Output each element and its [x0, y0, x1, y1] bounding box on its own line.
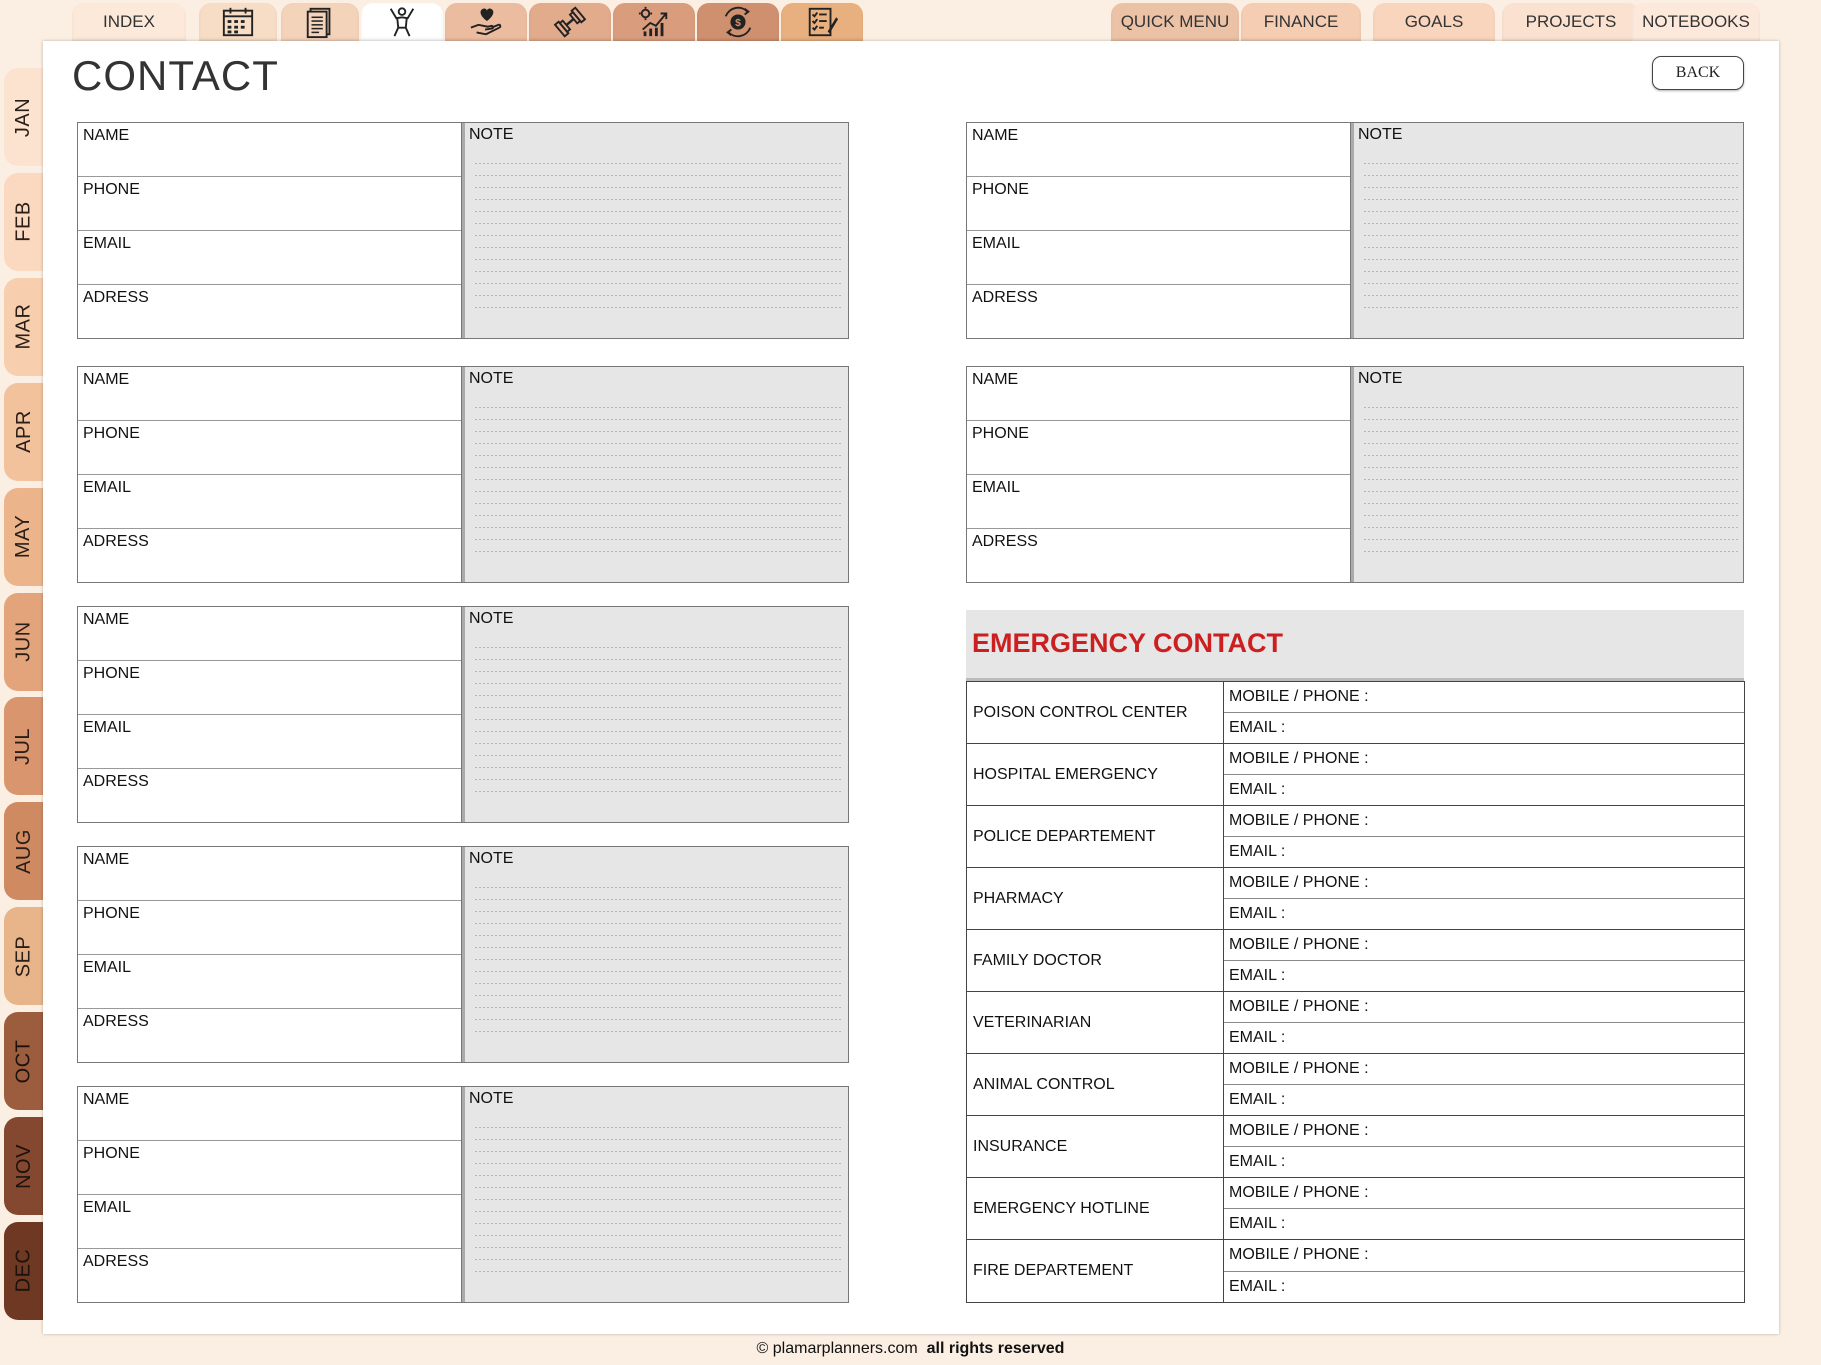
emergency-row-cells [1224, 992, 1744, 1053]
contact-note-field[interactable] [1351, 367, 1743, 582]
emergency-email-field[interactable]: EMAIL : [1229, 905, 1286, 922]
emergency-email-field[interactable]: EMAIL : [1229, 843, 1286, 860]
footer-site: © plamarplanners.com [756, 1340, 918, 1357]
contact-name-field[interactable]: NAME [78, 847, 461, 901]
contact-card [77, 366, 849, 583]
month-tab-apr[interactable] [4, 383, 44, 481]
tab-fitness[interactable] [361, 3, 443, 41]
month-tab-jun[interactable] [4, 593, 44, 691]
emergency-row-cells [1224, 930, 1744, 991]
emergency-row-cells [1224, 1116, 1744, 1177]
contact-note-field[interactable] [462, 123, 848, 338]
contact-card [77, 846, 849, 1063]
emergency-phone-field[interactable]: MOBILE / PHONE : [1224, 682, 1744, 713]
emergency-row-name: PHARMACY [967, 868, 1224, 929]
contact-address-field[interactable]: ADRESS [83, 773, 149, 790]
emergency-row-name: EMERGENCY HOTLINE [967, 1178, 1224, 1239]
emergency-row-cells [1224, 744, 1744, 805]
contact-name-field[interactable]: NAME [967, 367, 1350, 421]
emergency-email-field[interactable]: EMAIL : [1229, 1153, 1286, 1170]
growth-chart-icon [635, 5, 673, 39]
contact-phone-field[interactable]: PHONE [967, 421, 1350, 475]
emergency-row-name: VETERINARIAN [967, 992, 1224, 1053]
contact-name-field[interactable]: NAME [78, 1087, 461, 1141]
dumbbell-icon [551, 5, 589, 39]
note-dotted-lines [475, 1116, 843, 1282]
month-tab-label: DEC [12, 1249, 35, 1293]
note-dotted-lines [475, 876, 843, 1042]
emergency-phone-field[interactable]: MOBILE / PHONE : [1224, 806, 1744, 837]
emergency-row-cells [1224, 1240, 1744, 1302]
tab-workout[interactable] [529, 3, 611, 41]
emergency-email-field[interactable]: EMAIL : [1229, 1277, 1286, 1295]
contact-phone-field[interactable]: PHONE [78, 421, 461, 475]
emergency-row-name: POLICE DEPARTEMENT [967, 806, 1224, 867]
emergency-phone-field[interactable]: MOBILE / PHONE : [1224, 1054, 1744, 1085]
heart-hand-icon [467, 5, 505, 39]
month-tab-label: MAR [12, 303, 35, 350]
contact-fields [78, 607, 462, 822]
contact-phone-field[interactable]: PHONE [78, 1141, 461, 1195]
note-dotted-lines [1364, 396, 1738, 562]
contact-note-field[interactable] [462, 847, 848, 1062]
emergency-row [967, 930, 1744, 992]
contact-address-field[interactable]: ADRESS [83, 289, 149, 306]
contact-card [966, 122, 1744, 339]
emergency-row [967, 1054, 1744, 1116]
footer [0, 1340, 1821, 1358]
emergency-email-field[interactable]: EMAIL : [1229, 719, 1286, 736]
month-tab-label: SEP [12, 935, 35, 977]
emergency-row [967, 992, 1744, 1054]
contact-email-field[interactable]: EMAIL [78, 955, 461, 1009]
tab-growth[interactable] [613, 3, 695, 41]
month-tab-label: JUN [12, 621, 35, 662]
emergency-row-name: INSURANCE [967, 1116, 1224, 1177]
contact-note-field[interactable] [1351, 123, 1743, 338]
contact-phone-field[interactable]: PHONE [78, 177, 461, 231]
emergency-row-cells [1224, 868, 1744, 929]
emergency-row [967, 1240, 1744, 1302]
contact-note-field[interactable] [462, 367, 848, 582]
note-dotted-lines [1364, 152, 1738, 318]
note-label: NOTE [469, 1090, 514, 1107]
calendar-icon [219, 5, 257, 39]
contact-email-field[interactable]: EMAIL [967, 475, 1350, 529]
tab-checklist[interactable] [781, 3, 863, 41]
emergency-phone-field[interactable]: MOBILE / PHONE : [1224, 1240, 1744, 1272]
month-tab-aug[interactable] [4, 802, 44, 900]
contact-phone-field[interactable]: PHONE [78, 661, 461, 715]
emergency-row-name: ANIMAL CONTROL [967, 1054, 1224, 1115]
contact-fields [78, 123, 462, 338]
month-tab-nov[interactable] [4, 1117, 44, 1215]
contact-card [966, 366, 1744, 583]
month-tab-jan[interactable] [4, 68, 44, 166]
month-tab-label: AUG [12, 828, 35, 874]
month-tab-dec[interactable] [4, 1222, 44, 1320]
checklist-note-icon [803, 5, 841, 39]
contact-address-field[interactable]: ADRESS [83, 1253, 149, 1270]
emergency-email-field[interactable]: EMAIL : [1229, 967, 1286, 984]
emergency-phone-field[interactable]: MOBILE / PHONE : [1224, 744, 1744, 775]
contact-fields [78, 847, 462, 1062]
footer-rights: all rights reserved [926, 1340, 1065, 1357]
emergency-table [966, 681, 1745, 1303]
contact-address-field[interactable]: ADRESS [972, 289, 1038, 306]
emergency-row [967, 868, 1744, 930]
emergency-email-field[interactable]: EMAIL : [1229, 1091, 1286, 1108]
page-title: CONTACT [72, 52, 279, 99]
month-tab-label: JUL [12, 727, 35, 765]
emergency-phone-field[interactable]: MOBILE / PHONE : [1224, 868, 1744, 899]
tab-goals[interactable] [1373, 3, 1495, 41]
contact-email-field[interactable]: EMAIL [78, 475, 461, 529]
emergency-phone-field[interactable]: MOBILE / PHONE : [1224, 930, 1744, 961]
svg-text:$: $ [735, 17, 741, 29]
month-tab-label: NOV [12, 1143, 35, 1189]
note-label: NOTE [1358, 126, 1403, 143]
back-button[interactable]: BACK [1652, 56, 1744, 90]
note-label: NOTE [469, 370, 514, 387]
contact-name-field[interactable]: NAME [78, 607, 461, 661]
tab-quick-menu[interactable] [1111, 3, 1239, 41]
tab-finance-label: FINANCE [1263, 12, 1339, 31]
contact-fields [967, 367, 1351, 582]
contact-fields [967, 123, 1351, 338]
contact-note-field[interactable] [462, 607, 848, 822]
emergency-row-cells [1224, 1178, 1744, 1239]
month-tab-label: FEB [12, 201, 35, 243]
emergency-phone-field[interactable]: MOBILE / PHONE : [1224, 1178, 1744, 1209]
contact-fields [78, 367, 462, 582]
contact-name-field[interactable]: NAME [78, 123, 461, 177]
person-fitness-icon [383, 5, 421, 39]
contact-address-field[interactable]: ADRESS [83, 533, 149, 550]
month-tab-feb[interactable] [4, 173, 44, 271]
tab-finance[interactable] [1241, 3, 1361, 41]
money-cycle-icon [719, 5, 757, 39]
note-dotted-lines [475, 152, 843, 318]
emergency-row-name: POISON CONTROL CENTER [967, 682, 1224, 743]
contact-phone-field[interactable]: PHONE [78, 901, 461, 955]
emergency-row [967, 1178, 1744, 1240]
emergency-row [967, 744, 1744, 806]
contact-card [77, 606, 849, 823]
contact-address-field[interactable]: ADRESS [972, 533, 1038, 550]
month-tab-label: JAN [12, 97, 35, 137]
tab-finance-icon[interactable] [697, 3, 779, 41]
note-label: NOTE [469, 610, 514, 627]
contact-card [77, 122, 849, 339]
note-dotted-lines [475, 396, 843, 562]
emergency-row-name: HOSPITAL EMERGENCY [967, 744, 1224, 805]
emergency-phone-field[interactable]: MOBILE / PHONE : [1224, 992, 1744, 1023]
tab-calendar[interactable] [199, 3, 277, 41]
emergency-title: EMERGENCY CONTACT [972, 628, 1284, 658]
emergency-row [967, 806, 1744, 868]
contact-email-field[interactable]: EMAIL [78, 715, 461, 769]
emergency-phone-field[interactable]: MOBILE / PHONE : [1224, 1116, 1744, 1147]
tab-goals-label: GOALS [1404, 12, 1464, 31]
month-tab-oct[interactable] [4, 1012, 44, 1110]
contact-fields [78, 1087, 462, 1302]
tab-notebooks[interactable] [1632, 3, 1760, 41]
contact-name-field[interactable]: NAME [967, 123, 1350, 177]
emergency-header [966, 610, 1744, 681]
contact-email-field[interactable]: EMAIL [967, 231, 1350, 285]
emergency-row-name: FIRE DEPARTEMENT [967, 1240, 1224, 1302]
note-label: NOTE [469, 126, 514, 143]
contact-name-field[interactable]: NAME [78, 367, 461, 421]
contact-address-field[interactable]: ADRESS [83, 1013, 149, 1030]
emergency-row [967, 1116, 1744, 1178]
note-label: NOTE [1358, 370, 1403, 387]
tab-projects-label: PROJECTS [1525, 12, 1617, 31]
tab-quick-menu-label: QUICK MENU [1120, 12, 1230, 31]
emergency-email-field[interactable]: EMAIL : [1229, 1215, 1286, 1232]
emergency-row-cells [1224, 1054, 1744, 1115]
document-icon [301, 5, 339, 39]
emergency-row-cells [1224, 806, 1744, 867]
month-tab-mar[interactable] [4, 278, 44, 376]
tab-index[interactable] [72, 3, 186, 41]
contact-email-field[interactable]: EMAIL [78, 1195, 461, 1249]
contact-email-field[interactable]: EMAIL [78, 231, 461, 285]
tab-index-label: INDEX [103, 12, 155, 31]
note-label: NOTE [469, 850, 514, 867]
tab-notebooks-label: NOTEBOOKS [1642, 12, 1750, 31]
emergency-row-cells [1224, 682, 1744, 743]
contact-card [77, 1086, 849, 1303]
tab-selfcare[interactable] [445, 3, 527, 41]
month-tab-label: OCT [12, 1039, 35, 1083]
emergency-email-field[interactable]: EMAIL : [1229, 781, 1286, 798]
month-tab-jul[interactable] [4, 697, 44, 795]
emergency-row [967, 682, 1744, 744]
month-tab-label: APR [12, 410, 35, 453]
note-dotted-lines [475, 636, 843, 802]
tab-projects[interactable] [1502, 3, 1640, 41]
tab-documents[interactable] [281, 3, 359, 41]
month-tab-label: MAY [12, 514, 35, 559]
month-tab-may[interactable] [4, 488, 44, 586]
emergency-row-name: FAMILY DOCTOR [967, 930, 1224, 991]
contact-note-field[interactable] [462, 1087, 848, 1302]
contact-phone-field[interactable]: PHONE [967, 177, 1350, 231]
month-tab-sep[interactable] [4, 907, 44, 1005]
emergency-email-field[interactable]: EMAIL : [1229, 1029, 1286, 1046]
